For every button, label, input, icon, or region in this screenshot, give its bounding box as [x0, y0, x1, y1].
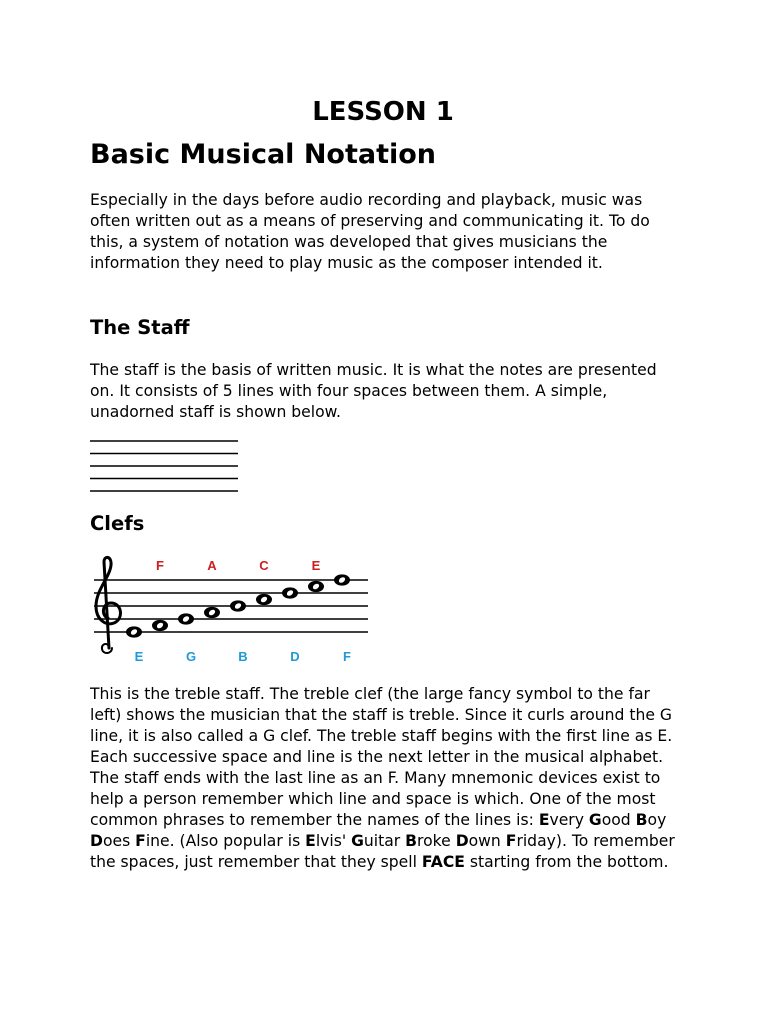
mnemonic-initial: E	[538, 811, 550, 829]
staff-paragraph: The staff is the basis of written music. It is what the notes are presented on. It consists of 5 lines with four spaces between them. A simple, unadorned staff is shown below.	[90, 361, 657, 421]
plain-staff-figure	[90, 438, 240, 494]
whole-note	[256, 594, 272, 605]
mnemonic-initial: G	[588, 811, 602, 829]
staff-heading: The Staff	[90, 316, 190, 339]
alt-lines-mnemonic: Elvis' Guitar Broke Down Friday	[305, 832, 556, 850]
treble-staff-figure	[90, 552, 380, 670]
face-word: FACE	[421, 853, 465, 871]
space-letter-label: F	[156, 558, 164, 573]
whole-note	[126, 626, 142, 637]
line-letter-label: B	[238, 649, 248, 664]
main-title: Basic Musical Notation	[90, 139, 437, 170]
mnemonic-initial: G	[351, 832, 364, 850]
treble-clef-icon	[96, 557, 120, 653]
whole-note	[152, 620, 168, 631]
space-letter-label: A	[207, 558, 217, 573]
whole-note	[334, 574, 350, 585]
line-letter-label: F	[343, 649, 351, 664]
line-letter-label: G	[185, 649, 197, 664]
mnemonic-initial: B	[405, 832, 418, 850]
treble-staff-paragraph: This is the treble staff. The treble clef (the large fancy symbol to the far left) shows the musician that the staff is treble. Since it curls around the G line, it is also called a G clef. The treble staff begins with the first line as E. Each successive space and line is the next letter in the musical alphabet. The staff ends with the last line as an F. Many mnemonic devices exist to help a person remember which line and space is which. One of the most common phrases to remember the names of the lines is: Every Good Boy Does Fine. (Also popular is Elvis' Guitar Broke Down Friday). To remember the spaces, just remember that they spell FACE starting from the bottom.	[90, 685, 675, 871]
line-letter-label: E	[134, 649, 144, 664]
mnemonic-initial: F	[505, 832, 517, 850]
clefs-heading: Clefs	[90, 512, 145, 535]
mnemonic-initial: D	[455, 832, 469, 850]
whole-note	[230, 600, 246, 611]
intro-paragraph: Especially in the days before audio recording and playback, music was often written out as a means of preserving and communicating it. To do this, a system of notation was developed that gives musicians the information they need to play music as the composer intended it.	[90, 191, 650, 272]
mnemonic-initial: B	[635, 811, 648, 829]
whole-note	[178, 613, 194, 624]
mnemonic-initial: E	[305, 832, 316, 850]
space-letter-label: C	[259, 558, 269, 573]
line-letter-label: D	[290, 649, 300, 664]
whole-note	[204, 607, 220, 618]
mnemonic-initial: F	[135, 832, 146, 850]
lesson-title: LESSON 1	[312, 97, 454, 127]
mnemonic-initial: D	[90, 832, 103, 850]
whole-note	[308, 581, 324, 592]
space-letter-label: E	[311, 558, 321, 573]
lines-mnemonic: Every Good Boy Does Fine	[90, 811, 667, 850]
whole-note	[282, 587, 298, 598]
